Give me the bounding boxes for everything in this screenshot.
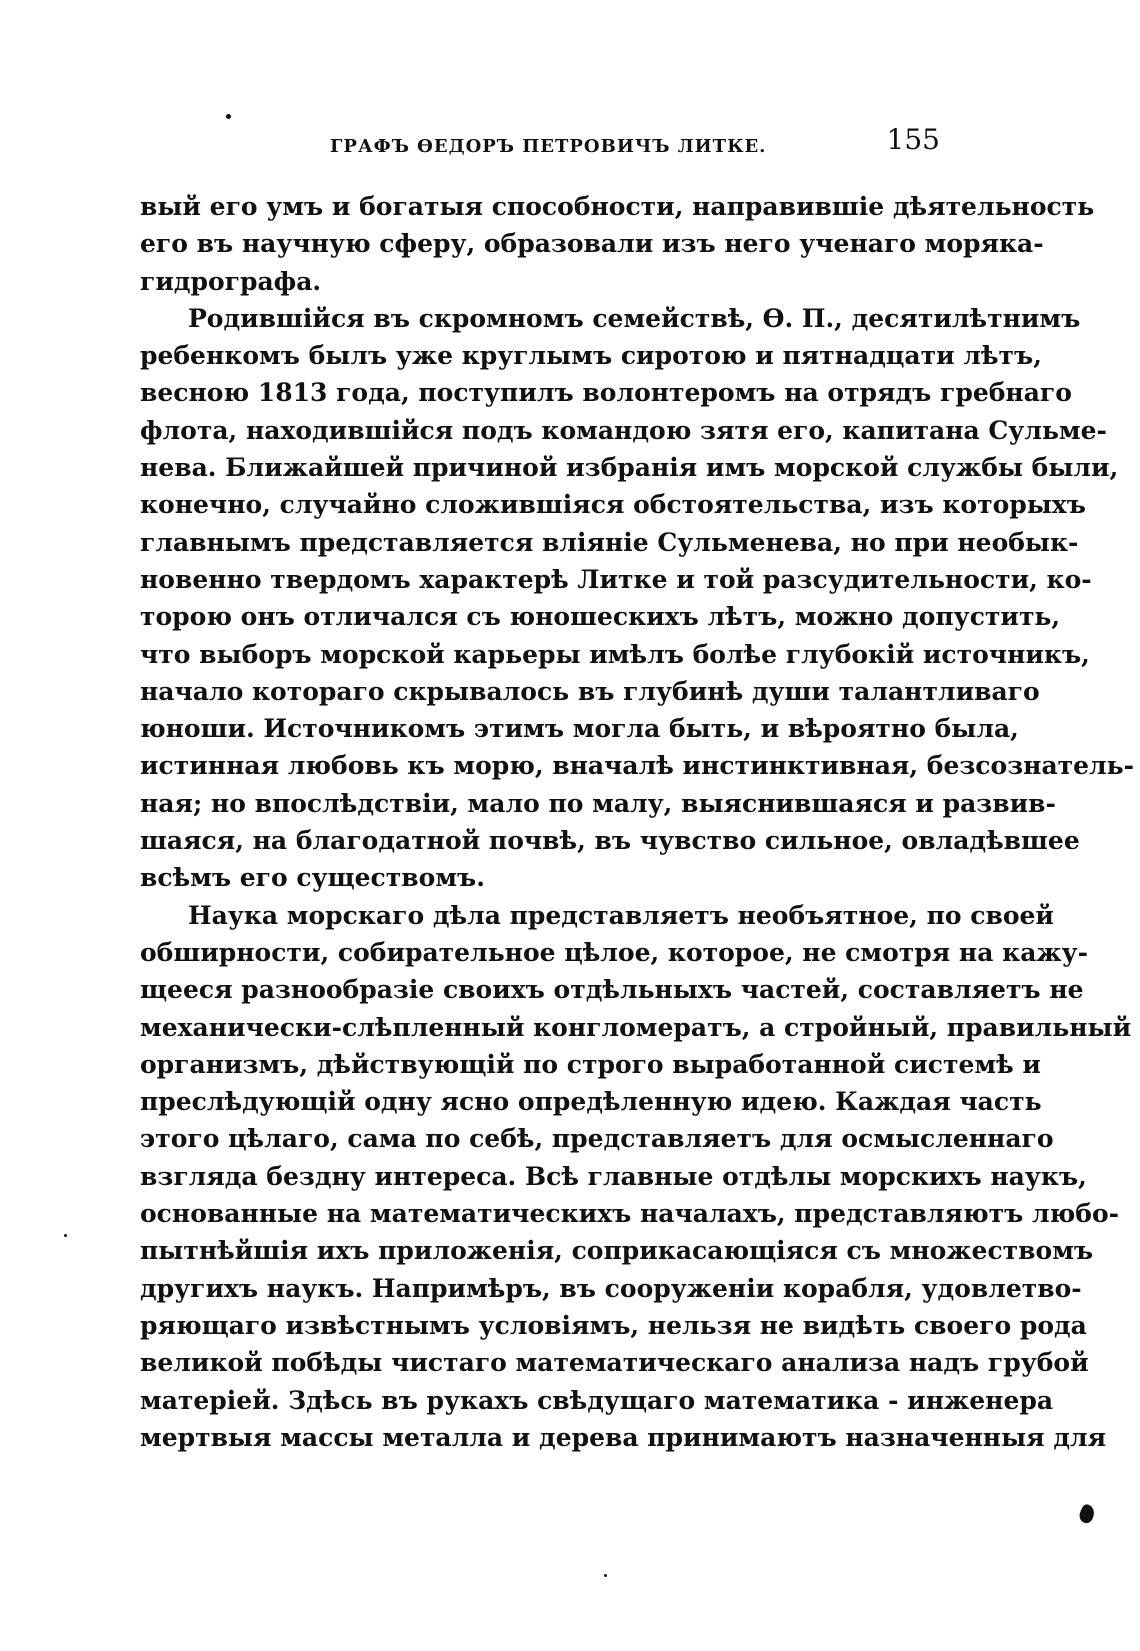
text-line: главнымъ представляется вліяніе Сульменева, но при необык- — [140, 527, 1079, 557]
text-line: основанные на математическихъ началахъ, представляютъ любо- — [140, 1199, 1120, 1229]
text-line: шаяся, на благодатной почвѣ, въ чувство сильное, овладѣвшее — [140, 826, 1080, 856]
ink-speck — [604, 1574, 607, 1577]
text-line: великой побѣды чистаго математическаго анализа надъ грубой — [140, 1348, 1089, 1378]
text-line: Наука морскаго дѣла представляетъ необъятное, по своей — [188, 900, 1054, 930]
text-line: обширности, собирательное цѣлое, которое, не смотря на кажу- — [140, 937, 1089, 967]
paragraph — [140, 188, 1095, 300]
text-line: нева. Ближайшей причиной избранія имъ морской службы были, — [140, 453, 1119, 483]
text-line: ряющаго извѣстнымъ условіямъ, нельзя не видѣть своего рода — [140, 1310, 1087, 1340]
text-line: новенно твердомъ характерѣ Литке и той разсудительности, ко- — [140, 564, 1092, 594]
ink-blot — [1077, 1503, 1097, 1525]
text-line: этого цѣлаго, сама по себѣ, представляетъ для осмысленнаго — [140, 1124, 1054, 1154]
ink-speck — [64, 1234, 67, 1237]
text-line: всѣмъ его существомъ. — [140, 863, 485, 893]
text-line: ная; но впослѣдствіи, мало по малу, выяснившаяся и развив- — [140, 788, 1056, 818]
text-line: организмъ, дѣйствующій по строго выработанной системѣ и — [140, 1049, 1041, 1079]
text-line: его въ научную сферу, образовали изъ него ученаго моряка- — [140, 229, 1044, 259]
text-line: вый его умъ и богатыя способности, направившіе дѣятельность — [140, 192, 1095, 221]
text-line: истинная любовь къ морю, вначалѣ инстинктивная, безсознатель- — [140, 751, 1135, 781]
body-text — [140, 188, 1135, 1456]
text-line: механически-слѣпленный конгломератъ, а стройный, правильный — [140, 1012, 1132, 1042]
text-line: конечно, случайно сложившіяся обстоятельства, изъ которыхъ — [140, 490, 1086, 520]
text-line: пытнѣйшія ихъ приложенія, соприкасающіяся съ множествомъ — [140, 1236, 1094, 1266]
text-line: торою онъ отличался съ юношескихъ лѣтъ, можно допустить, — [140, 602, 1061, 632]
text-line: Родившійся въ скромномъ семействѣ, Ѳ. П., десятилѣтнимъ — [188, 303, 1081, 333]
text-line: что выборъ морской карьеры имѣлъ болѣе глубокій источникъ, — [140, 639, 1090, 669]
text-line: юноши. Источникомъ этимъ могла быть, и вѣроятно была, — [140, 714, 1019, 744]
page-number: 155 — [886, 123, 940, 156]
paragraph — [140, 897, 1132, 1456]
text-line: весною 1813 года, поступилъ волонтеромъ на отрядъ гребнаго — [140, 378, 1072, 408]
running-title: ГРАФЪ ѲЕДОРЪ ПЕТРОВИЧЪ ЛИТКЕ. — [330, 136, 767, 157]
text-line: другихъ наукъ. Напримѣръ, въ сооруженіи корабля, удовлетво- — [140, 1273, 1082, 1303]
text-line: ребенкомъ былъ уже круглымъ сиротою и пятнадцати лѣтъ, — [140, 341, 1042, 371]
ink-speck — [226, 114, 231, 119]
text-line: взгляда бездну интереса. Всѣ главные отдѣлы морскихъ наукъ, — [140, 1161, 1087, 1191]
text-line: щееся разнообразіе своихъ отдѣльныхъ частей, составляетъ не — [140, 975, 1084, 1005]
page-header — [140, 123, 940, 166]
text-line: гидрографа. — [140, 266, 322, 296]
paragraph — [140, 300, 1135, 897]
text-line: начало котораго скрывалось въ глубинѣ души талантливаго — [140, 676, 1040, 706]
text-line: преслѣдующій одну ясно опредѣленную идею. Каждая часть — [140, 1087, 1042, 1117]
text-line: мертвыя массы металла и дерева принимаютъ назначенныя для — [140, 1422, 1107, 1452]
text-line: матеріей. Здѣсь въ рукахъ свѣдущаго математика - инженера — [140, 1385, 1054, 1415]
text-line: флота, находившійся подъ командою зятя его, капитана Сульме- — [140, 415, 1107, 445]
